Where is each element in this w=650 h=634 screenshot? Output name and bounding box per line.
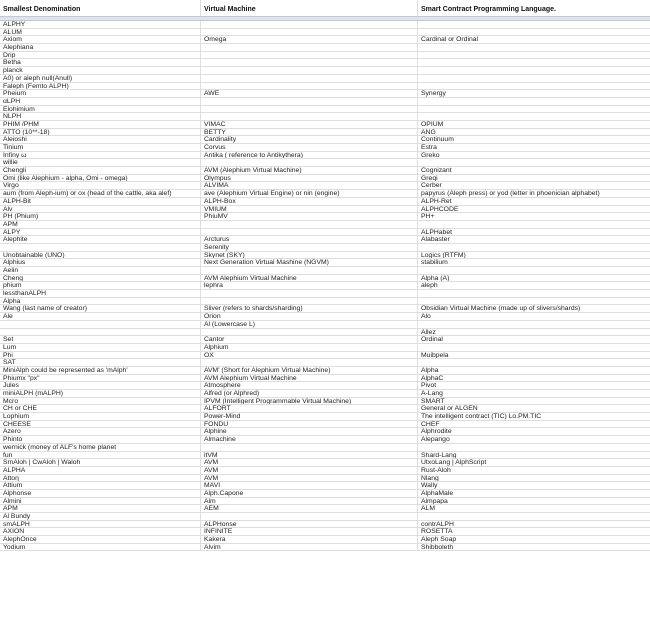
table-cell[interactable] (418, 21, 650, 28)
table-cell[interactable]: ALPHabet (421, 228, 452, 236)
table-cell[interactable]: Omega (201, 36, 418, 43)
table-cell[interactable]: ALVIMA (201, 182, 418, 189)
table-cell[interactable]: willie (0, 159, 201, 166)
table-cell[interactable]: General or ALGEN (421, 405, 478, 413)
table-cell[interactable]: Axiom (0, 36, 201, 43)
table-cell[interactable]: Next Generation Virtual Mashine (NGVM) (201, 259, 418, 266)
table-cell[interactable]: ave (Alephium Virtual Engine) or nin (engine) (201, 190, 418, 197)
table-cell[interactable] (201, 83, 418, 90)
table-cell[interactable]: NLPH (0, 113, 201, 120)
table-cell[interactable]: αLPH (0, 98, 201, 105)
table-row (0, 190, 650, 198)
table-cell[interactable]: IPVM (Intelligent Programmable Virtual Machine) (201, 398, 418, 405)
table-cell[interactable] (418, 290, 650, 297)
table-cell[interactable]: Orion (201, 313, 418, 320)
table-cell[interactable]: CHEF (421, 420, 440, 428)
table-cell[interactable] (201, 229, 418, 236)
table-cell[interactable]: Cheng (0, 275, 201, 282)
table-cell[interactable]: phium (0, 282, 201, 289)
table-cell[interactable] (418, 75, 650, 82)
table-cell[interactable]: OX (201, 352, 418, 359)
table-cell[interactable]: VMIUM (201, 206, 418, 213)
table-row (0, 382, 650, 390)
table-cell[interactable]: papyrus (Aleph press) or yod (letter in phoenician alphabet) (421, 190, 600, 197)
table-cell[interactable] (201, 21, 418, 28)
table-row (0, 198, 650, 206)
table-row (0, 413, 650, 421)
table-cell[interactable] (418, 359, 650, 366)
table-cell[interactable]: Set (0, 336, 201, 343)
table-cell[interactable]: ALFORT (201, 405, 418, 412)
table-cell[interactable]: ANG (421, 128, 436, 136)
table-row (0, 459, 650, 467)
table-cell[interactable] (418, 59, 650, 66)
table-cell[interactable]: Ordinal (421, 336, 443, 343)
table-cell[interactable]: Wally (421, 482, 438, 489)
table-cell[interactable]: wernick (money of ALF's home planet (0, 444, 201, 451)
table-cell[interactable] (201, 329, 418, 336)
table-cell[interactable]: PHIM /PHM (0, 121, 201, 128)
table-cell[interactable]: Alphonse (0, 490, 201, 497)
table-cell[interactable] (418, 29, 650, 36)
table-cell[interactable]: smALPH (0, 521, 201, 528)
table-cell[interactable]: Al (Lowercase L) (201, 321, 418, 328)
table-row (0, 482, 650, 490)
table-cell[interactable] (201, 298, 418, 305)
table-row (0, 259, 650, 267)
table-cell[interactable] (201, 67, 418, 74)
table-cell[interactable] (418, 83, 650, 90)
table-cell[interactable]: Alvim (201, 544, 418, 551)
table-row (0, 544, 650, 552)
table-cell[interactable] (201, 98, 418, 105)
table-row (0, 290, 650, 298)
table-cell[interactable] (418, 444, 650, 451)
table-cell[interactable] (418, 513, 650, 520)
table-cell[interactable] (418, 244, 650, 251)
table-cell[interactable] (201, 290, 418, 297)
table-cell[interactable]: ALPHY (0, 21, 201, 28)
table-cell[interactable] (418, 113, 650, 120)
table-cell[interactable] (201, 513, 418, 520)
table-row (0, 90, 650, 98)
table-cell[interactable]: fun (0, 452, 201, 459)
table-cell[interactable]: Betha (0, 59, 201, 66)
table-cell[interactable] (418, 298, 650, 305)
table-cell[interactable] (201, 113, 418, 120)
table-row (0, 221, 650, 229)
table-cell[interactable] (201, 106, 418, 113)
table-cell[interactable]: aleph (421, 282, 438, 290)
table-row (0, 282, 650, 290)
table-cell[interactable]: PH+ (421, 213, 435, 220)
table-row (0, 152, 650, 160)
table-row (0, 467, 650, 475)
table-cell[interactable]: itVM (201, 452, 418, 459)
table-cell[interactable]: contrALPH (421, 520, 454, 528)
table-cell[interactable]: SMART (421, 397, 445, 405)
table-row (0, 352, 650, 360)
table-cell[interactable] (201, 267, 418, 274)
table-row (0, 505, 650, 513)
table-cell[interactable]: SmAloh | CwAloh | Waloh (0, 459, 201, 466)
table-cell[interactable]: Cantor (201, 336, 418, 343)
table-row (0, 344, 650, 352)
table-cell[interactable]: ALPY (0, 229, 201, 236)
table-cell[interactable]: Alm (201, 498, 418, 505)
table-cell[interactable]: ALPH-Box (201, 198, 418, 205)
table-cell[interactable]: Omi (like Alephium - alpha, Omi - omega) (0, 175, 201, 182)
table-cell[interactable]: MAVI (201, 482, 418, 489)
table-cell[interactable]: A-Lang (421, 390, 443, 397)
table-cell[interactable]: PhiuMV (201, 213, 418, 220)
table-cell[interactable]: AlphaC (421, 374, 444, 382)
table-cell[interactable]: AEM (201, 505, 418, 512)
table-cell[interactable]: Alephite (0, 236, 201, 243)
table-cell[interactable]: SAT (0, 359, 201, 366)
table-cell[interactable] (418, 67, 650, 74)
table-cell[interactable] (201, 159, 418, 166)
table-cell[interactable]: Unobtainable (UNO) (0, 252, 201, 259)
table-row (0, 321, 650, 329)
table-cell[interactable] (201, 359, 418, 366)
table-row (0, 444, 650, 452)
table-cell[interactable]: AXION (0, 528, 201, 535)
table-cell[interactable] (418, 159, 650, 166)
table-cell[interactable]: Rust-Aloh (421, 466, 451, 474)
table-cell[interactable]: Arcturus (201, 236, 418, 243)
table-cell[interactable]: Pheium (0, 90, 201, 97)
table-row (0, 367, 650, 375)
table-row (0, 36, 650, 44)
table-cell[interactable]: planck (0, 67, 201, 74)
table-cell[interactable]: aum (from Aleph-ium) or ox (head of the cattle, aka alef) (0, 190, 201, 197)
table-cell[interactable]: ALPHCODE (421, 205, 459, 213)
table-row (0, 121, 650, 129)
table-cell[interactable]: Almpapa (421, 497, 448, 505)
table-cell[interactable]: stabilium (421, 259, 448, 266)
table-cell[interactable] (418, 52, 650, 59)
table-cell[interactable]: Synergy (421, 90, 446, 97)
table-body (0, 21, 650, 551)
table-cell[interactable]: Virgo (0, 182, 201, 189)
table-cell[interactable]: Faleph (Femto ALPH) (0, 83, 201, 90)
table-cell[interactable]: AVM (201, 459, 418, 466)
table-row (0, 21, 650, 29)
table-cell[interactable]: Alepango (421, 436, 450, 443)
table-cell[interactable]: CH or CHE (0, 405, 201, 412)
table-cell[interactable]: Almini (0, 498, 201, 505)
table-row (0, 113, 650, 121)
table-cell[interactable] (418, 344, 650, 351)
table-row (0, 267, 650, 275)
table-row (0, 29, 650, 37)
table-cell[interactable]: PH (Phium) (0, 213, 201, 220)
table-cell[interactable]: Serenity (201, 244, 418, 251)
table-cell[interactable]: AVM Alephium Virtual Machine (201, 275, 418, 282)
table-row (0, 159, 650, 167)
table-row (0, 275, 650, 283)
table-cell[interactable]: CHEESE (0, 421, 201, 428)
table-row (0, 498, 650, 506)
table-cell[interactable]: A0) or aleph null(Anull) (0, 75, 201, 82)
table-cell[interactable]: Atmosphere (201, 382, 418, 389)
table-row (0, 536, 650, 544)
table-cell[interactable]: Shard-Lang (421, 451, 457, 459)
table-row (0, 136, 650, 144)
table-row (0, 305, 650, 313)
table-cell[interactable]: ALPHA (0, 467, 201, 474)
table-cell[interactable]: Alphine (201, 428, 418, 435)
table-cell[interactable] (201, 59, 418, 66)
table-cell[interactable]: Mcro (0, 398, 201, 405)
table-cell[interactable]: APM (0, 505, 201, 512)
table-row (0, 336, 650, 344)
table-cell[interactable]: AVM (Alephium Virtual Machine) (201, 167, 418, 174)
table-cell[interactable] (0, 321, 201, 328)
table-cell[interactable]: lephra (201, 282, 418, 289)
table-cell[interactable]: Aleioshi (0, 136, 201, 143)
table-cell[interactable]: Logics (RTFM) (421, 251, 466, 259)
table-cell[interactable]: OPIUM (421, 120, 444, 128)
table-row (0, 67, 650, 75)
table-cell[interactable]: AVM' (Short for Alephium Virtual Machine) (201, 367, 418, 374)
table-cell[interactable]: ROSETTA (421, 528, 453, 536)
table-cell[interactable]: Alfred (or Alphred) (201, 390, 418, 397)
table-row (0, 252, 650, 260)
table-cell[interactable]: Phiumx "px" (0, 375, 201, 382)
table-row (0, 182, 650, 190)
table-cell[interactable]: Antika ( reference to Antikythera) (201, 152, 418, 159)
table-row (0, 75, 650, 83)
table-cell[interactable] (418, 106, 650, 113)
table-cell[interactable]: Sliver (refers to shards/sharding) (201, 305, 418, 312)
table-cell[interactable]: Kakera (201, 536, 418, 543)
table-cell[interactable]: Jules (0, 382, 201, 389)
table-cell[interactable]: Al Bundy (0, 513, 201, 520)
table-cell[interactable]: Alo (421, 313, 431, 320)
table-cell[interactable]: ALM (421, 505, 435, 512)
table-cell[interactable] (418, 44, 650, 51)
table-row (0, 405, 650, 413)
table-cell[interactable]: AVM (201, 475, 418, 482)
header-virtual-machine[interactable]: Virtual Machine (201, 0, 418, 16)
table-row (0, 98, 650, 106)
table-cell[interactable]: Wang (last name of creator) (0, 305, 201, 312)
table-cell[interactable]: ALUM (0, 29, 201, 36)
table-cell[interactable]: Alephiana (0, 44, 201, 51)
table-cell[interactable]: Phi (0, 352, 201, 359)
table-cell[interactable]: AlphaMale (421, 489, 454, 497)
table-cell[interactable]: AVM (201, 467, 418, 474)
table-row (0, 390, 650, 398)
table-row (0, 229, 650, 237)
table-cell[interactable]: FONDU (201, 421, 418, 428)
table-cell[interactable]: AVM Alephium Virtual Machine (201, 375, 418, 382)
table-cell[interactable]: Cardinal or Ordinal (421, 36, 479, 44)
table-row (0, 298, 650, 306)
table-cell[interactable] (0, 244, 201, 251)
table-cell[interactable]: Continuum (421, 136, 454, 143)
table-row (0, 398, 650, 406)
table-cell[interactable]: Cardinality (201, 136, 418, 143)
table-cell[interactable] (201, 52, 418, 59)
table-cell[interactable]: Pivot (421, 382, 437, 389)
table-cell[interactable] (201, 29, 418, 36)
table-cell[interactable]: Alabaster (421, 236, 450, 243)
table-cell[interactable] (418, 267, 650, 274)
table-row (0, 106, 650, 114)
table-cell[interactable] (418, 98, 650, 105)
table-cell[interactable]: Alphius (0, 259, 201, 266)
table-cell[interactable]: Greko (421, 151, 440, 159)
table-cell[interactable]: Skynet (SKY) (201, 252, 418, 259)
table-row (0, 52, 650, 60)
table-cell[interactable] (201, 221, 418, 228)
table-cell[interactable]: BETTY (201, 129, 418, 136)
table-cell[interactable]: Attoη (0, 475, 201, 482)
table-row (0, 490, 650, 498)
table-cell[interactable]: Alpha (421, 366, 439, 374)
table-cell[interactable] (418, 321, 650, 328)
table-cell[interactable]: Alpha (A) (421, 274, 450, 282)
table-row (0, 528, 650, 536)
table-cell[interactable]: miniALPH (mALPH) (0, 390, 201, 397)
table-cell[interactable]: APM (0, 221, 201, 228)
table-cell[interactable]: AlephOnce (0, 536, 201, 543)
table-cell[interactable]: Elohimium (0, 106, 201, 113)
table-row (0, 167, 650, 175)
table-row (0, 359, 650, 367)
table-cell[interactable] (201, 75, 418, 82)
table-cell[interactable]: Cognizant (421, 167, 452, 174)
table-cell[interactable]: Phinto (0, 436, 201, 443)
table-cell[interactable]: lessthanALPH (0, 290, 201, 297)
table-cell[interactable] (0, 329, 201, 336)
table-row (0, 206, 650, 214)
table-row (0, 236, 650, 244)
table-cell[interactable]: Ale (0, 313, 201, 320)
table-row (0, 129, 650, 137)
table-row (0, 213, 650, 221)
table-cell[interactable]: Alv (0, 206, 201, 213)
table-cell[interactable]: Cerber (421, 182, 442, 190)
table-row (0, 513, 650, 521)
table-row (0, 144, 650, 152)
table-cell[interactable]: INFINITE (201, 528, 418, 535)
table-cell[interactable]: Olympus (201, 175, 418, 182)
table-cell[interactable]: ALPHonse (201, 521, 418, 528)
table-cell[interactable]: Corvus (201, 144, 418, 151)
table-row (0, 313, 650, 321)
table-cell[interactable]: UtxoLang | AlphScript (421, 459, 487, 466)
table-cell[interactable]: Attium (0, 482, 201, 489)
table-cell[interactable]: ALPH-Bit (0, 198, 201, 205)
table-row (0, 44, 650, 52)
table-cell[interactable]: Aleph Soap (421, 536, 457, 543)
table-cell[interactable]: Alph.Capone (201, 490, 418, 497)
table-cell[interactable]: Infiny ω (0, 152, 201, 159)
table-row (0, 375, 650, 383)
table-cell[interactable]: ATTO (10**-18) (0, 129, 201, 136)
table-cell[interactable]: Muibpela (421, 351, 449, 359)
table-row (0, 452, 650, 460)
table-cell[interactable]: Nlang (421, 474, 439, 482)
header-smart-contract-language[interactable]: Smart Contract Programming Language. (421, 6, 556, 13)
table-row (0, 83, 650, 91)
table-cell[interactable] (201, 444, 418, 451)
table-cell[interactable]: Tinium (0, 144, 201, 151)
table-cell[interactable]: Yodium (0, 544, 201, 551)
table-cell[interactable]: Drip (0, 52, 201, 59)
table-cell[interactable]: Almachine (201, 436, 418, 443)
table-row (0, 428, 650, 436)
header-row (0, 0, 650, 17)
table-row (0, 475, 650, 483)
table-cell[interactable] (201, 44, 418, 51)
table-cell[interactable]: Power-Mind (201, 413, 418, 420)
table-row (0, 421, 650, 429)
table-cell[interactable]: Aelin (0, 267, 201, 274)
table-cell[interactable]: MiniAlph could be represented as 'mAlph' (0, 367, 201, 374)
table-row (0, 521, 650, 529)
table-cell[interactable]: Estra (421, 144, 437, 151)
table-row (0, 329, 650, 337)
table-cell[interactable]: Chengli (0, 167, 201, 174)
table-cell[interactable]: Shibboleth (421, 543, 454, 551)
table-cell[interactable]: ALPH-Ret (421, 197, 452, 205)
table-cell[interactable]: VIMAC (201, 121, 418, 128)
table-cell[interactable]: The intelligent contract (TIC) Lo.PM.TIC (421, 413, 542, 420)
table-cell[interactable]: Alpha (0, 298, 201, 305)
table-cell[interactable]: Lum (0, 344, 201, 351)
header-smallest-denomination[interactable]: Smallest Denomination (0, 0, 201, 16)
table-cell[interactable]: Greqi (421, 174, 438, 182)
table-row (0, 244, 650, 252)
table-cell[interactable]: Lophium (0, 413, 201, 420)
table-row (0, 175, 650, 183)
table-cell[interactable]: Allez (421, 328, 436, 336)
table-cell[interactable]: Obsidian Virtual Machine (made up of slivers/shards) (421, 305, 581, 313)
table-cell[interactable]: Alphium (201, 344, 418, 351)
table-row (0, 59, 650, 67)
table-row (0, 436, 650, 444)
table-cell[interactable]: Azero (0, 428, 201, 435)
table-cell[interactable]: Alphrodite (421, 428, 452, 436)
table-cell[interactable]: AWE (201, 90, 418, 97)
table-cell[interactable] (418, 221, 650, 228)
